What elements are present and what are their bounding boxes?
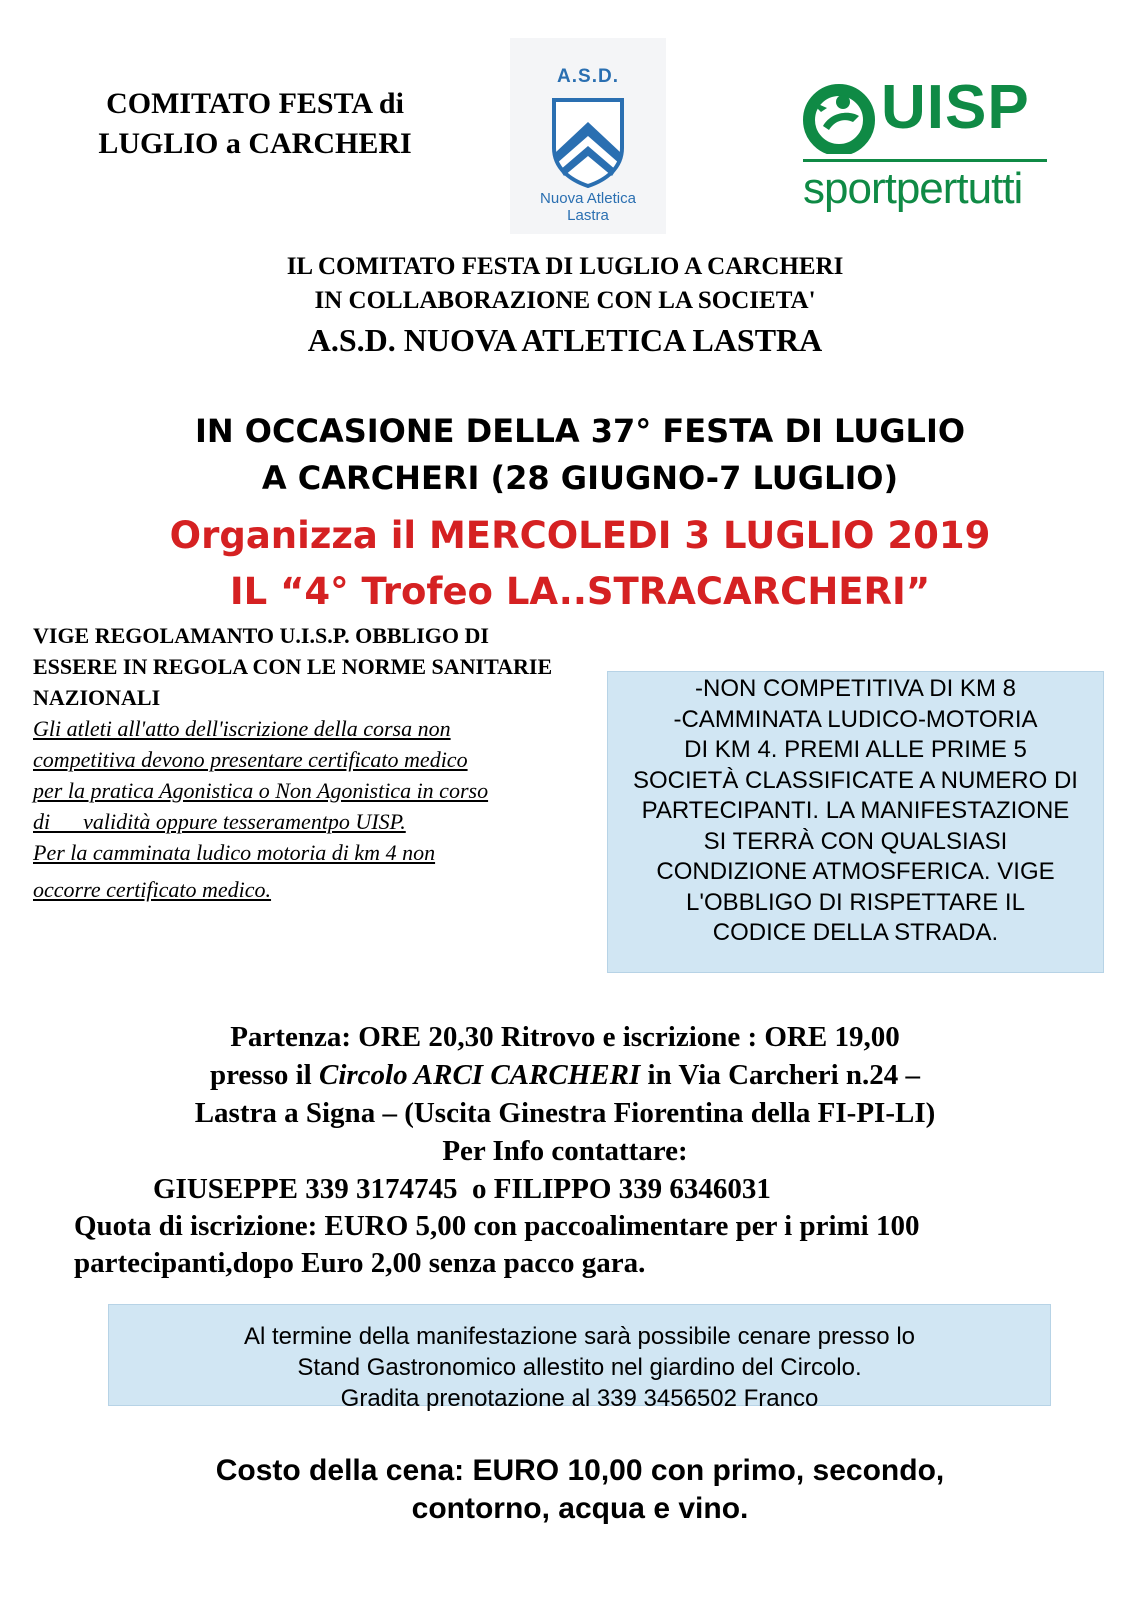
race-info-line8: L'OBBLIGO DI RISPETTARE IL — [686, 888, 1025, 916]
race-info-line4: SOCIETÀ CLASSIFICATE A NUMERO DI — [633, 766, 1078, 794]
dinner-cost — [100, 1452, 1060, 1528]
race-info-line2: -CAMMINATA LUDICO-MOTORIA — [673, 705, 1038, 733]
race-info-line9: CODICE DELLA STRADA. — [712, 919, 999, 946]
asd-logo-name — [510, 190, 666, 224]
dinner-line2: Stand Gastronomico allestito nel giardino del Circolo. — [297, 1354, 862, 1381]
uisp-logo — [803, 73, 1063, 228]
occasion-line1: IN OCCASIONE DELLA 37° FESTA DI LUGLIO — [194, 412, 966, 450]
rules-note-line1: Gli atleti all'atto dell'iscrizione della corsa non — [33, 716, 451, 741]
uisp-wordmark: UISP — [881, 73, 1030, 142]
occasion-line2: A CARCHERI (28 GIUGNO-7 LUGLIO) — [261, 459, 899, 497]
intro-line2: IN COLLABORAZIONE CON LA SOCIETA' — [314, 287, 816, 314]
comitato-heading — [80, 84, 430, 164]
venue-name: Circolo ARCI CARCHERI — [318, 1059, 641, 1091]
rules-note-line2: competitiva devono presentare certificato medico — [33, 747, 468, 772]
start-time-line: Partenza: ORE 20,30 Ritrovo e iscrizione : ORE 19,00 — [230, 1021, 900, 1053]
race-info-box — [607, 671, 1104, 973]
dinner-info-box — [108, 1304, 1051, 1412]
race-info-line3: DI KM 4. PREMI ALLE PRIME 5 — [684, 736, 1027, 763]
venue-line — [60, 1056, 1070, 1094]
event-trophy-line: IL “4° Trofeo LA..STRACARCHERI” — [229, 570, 931, 613]
venue-prefix: presso il — [209, 1059, 319, 1091]
intro-block — [130, 250, 1000, 362]
race-info-line5: PARTECIPANTI. LA MANIFESTAZIONE — [641, 797, 1070, 824]
rules-bold-line3: NAZIONALI — [33, 685, 161, 710]
dinner-cost-line1: Costo della cena: EURO 10,00 con primo, secondo, — [215, 1454, 945, 1487]
contact-phones: GIUSEPPE 339 3174745 o FILIPPO 339 6346031 — [153, 1173, 771, 1205]
rules-note-line3: per la pratica Agonistica o Non Agonistica in corso — [33, 778, 489, 803]
venue-address: in Via Carcheri n.24 – — [640, 1059, 921, 1091]
uisp-tagline: sportpertutti — [803, 164, 1023, 213]
location-line: Lastra a Signa – (Uscita Ginestra Fiorentina della FI-PI-LI) — [194, 1097, 936, 1129]
start-details — [60, 1018, 1070, 1170]
event-date-line: Organizza il MERCOLEDI 3 LUGLIO 2019 — [169, 514, 991, 557]
comitato-line2: LUGLIO a CARCHERI — [98, 127, 412, 160]
rules-note-line4: di validità oppure tesseramentpo UISP. — [33, 809, 406, 834]
intro-society-name: A.S.D. NUOVA ATLETICA LASTRA — [307, 322, 823, 358]
info-contact-label: Per Info contattare: — [442, 1135, 688, 1167]
rules-bold-line1: VIGE REGOLAMANTO U.I.S.P. OBBLIGO DI — [33, 623, 489, 648]
rules-block — [33, 620, 613, 905]
rules-note-line5: Per la camminata ludico motoria di km 4 non — [33, 840, 436, 865]
fee-details — [74, 1208, 1114, 1282]
rules-bold-line2: ESSERE IN REGOLA CON LE NORME SANITARIE — [33, 654, 553, 679]
uisp-divider — [803, 159, 1047, 162]
race-info-line1: -NON COMPETITIVA DI KM 8 — [695, 675, 1016, 702]
asd-nuova-atletica-logo — [510, 38, 666, 234]
race-info-line7: CONDIZIONE ATMOSFERICA. VIGE — [656, 858, 1055, 885]
fee-line2: partecipanti,dopo Euro 2,00 senza pacco gara. — [74, 1247, 646, 1279]
dinner-cost-line2: contorno, acqua e vino. — [411, 1492, 749, 1525]
rules-note-line6: occorre certificato medico. — [33, 877, 272, 902]
dinner-line3: Gradita prenotazione al 339 3456502 Franco — [340, 1385, 819, 1412]
event-title — [100, 508, 1060, 620]
asd-logo-name-line1: Nuova Atletica — [540, 190, 636, 207]
intro-line1: IL COMITATO FESTA DI LUGLIO A CARCHERI — [286, 253, 844, 280]
asd-logo-name-line2: Lastra — [567, 207, 609, 224]
occasion-heading — [100, 408, 1060, 502]
shield-icon — [550, 96, 626, 188]
dinner-line1: Al termine della manifestazione sarà possibile cenare presso lo — [243, 1323, 915, 1350]
race-info-line6: SI TERRÀ CON QUALSIASI — [703, 827, 1008, 855]
uisp-emblem-icon — [803, 82, 875, 154]
comitato-line1: COMITATO FESTA di — [106, 87, 404, 120]
asd-logo-label: A.S.D. — [557, 66, 619, 87]
fee-line1: Quota di iscrizione: EURO 5,00 con paccoalimentare per i primi 100 — [74, 1210, 920, 1242]
